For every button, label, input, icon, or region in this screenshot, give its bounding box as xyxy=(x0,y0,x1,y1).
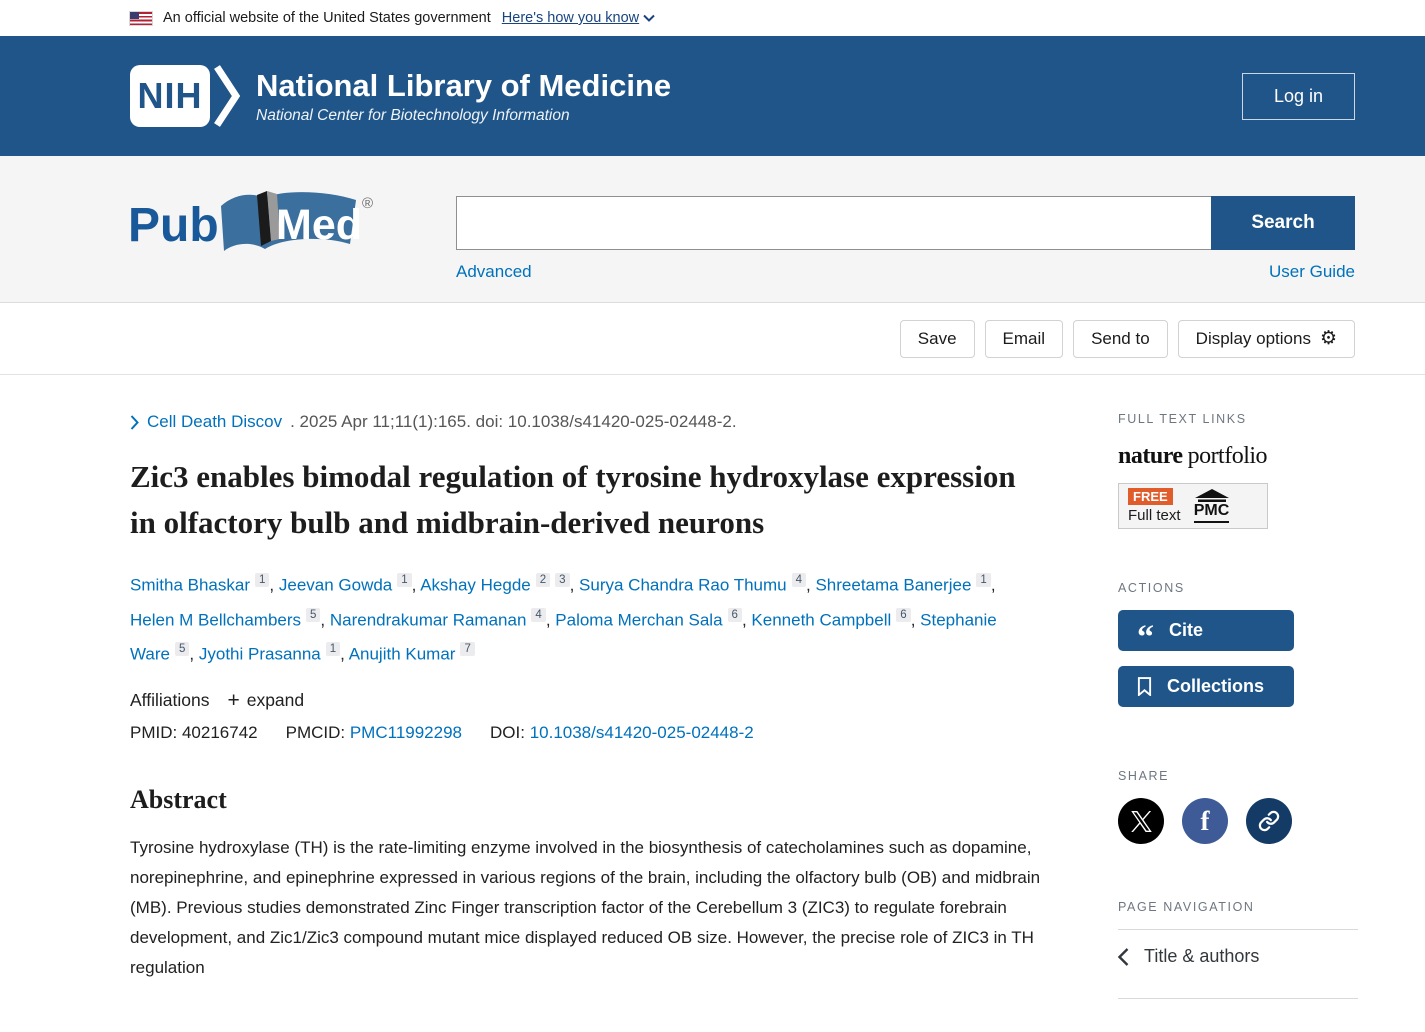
expand-affiliations-button[interactable] xyxy=(227,690,304,711)
pmcid-link[interactable]: PMC11992298 xyxy=(349,722,462,742)
article-sidebar xyxy=(1118,412,1358,999)
gov-banner-text: An official website of the United States government xyxy=(163,10,491,26)
author-separator: , xyxy=(269,575,279,595)
article-main xyxy=(130,412,1045,999)
permalink-icon xyxy=(1258,810,1280,832)
full-text-links-label: FULL TEXT LINKS xyxy=(1118,412,1247,426)
display-options-label: Display options xyxy=(1195,328,1311,348)
affiliation-number-badge[interactable]: 2 xyxy=(536,573,550,587)
share-row xyxy=(1118,798,1358,844)
pmc-free-full-text-link[interactable] xyxy=(1118,483,1268,529)
user-guide-link[interactable]: User Guide xyxy=(1269,262,1355,281)
author-separator: , xyxy=(990,575,996,595)
advanced-link[interactable]: Advanced xyxy=(456,262,532,281)
doi-label: DOI: xyxy=(490,722,525,742)
nih-logo[interactable] xyxy=(130,65,240,127)
nature-logo-word1: nature xyxy=(1118,443,1183,469)
us-flag-icon xyxy=(130,12,152,25)
pmcid-label: PMCID: xyxy=(285,722,346,742)
nature-logo-word2: portfolio xyxy=(1187,443,1268,469)
share-permalink-button[interactable] xyxy=(1246,798,1292,844)
nlm-header xyxy=(0,36,1425,156)
share-label: SHARE xyxy=(1118,769,1170,783)
affiliation-number-badge[interactable]: 7 xyxy=(460,642,474,656)
share-x-button[interactable] xyxy=(1118,798,1164,844)
nih-arrow-icon xyxy=(214,65,240,127)
email-button[interactable]: Email xyxy=(985,320,1064,358)
how-you-know-link[interactable] xyxy=(502,10,655,26)
action-toolbar xyxy=(0,303,1425,375)
affiliations-row xyxy=(130,690,1045,711)
doi-group xyxy=(490,723,754,743)
search-button[interactable]: Search xyxy=(1211,196,1355,250)
pmc-temple-icon xyxy=(1194,489,1230,502)
affiliation-number-badge[interactable]: 5 xyxy=(306,608,320,622)
gov-banner xyxy=(0,0,1425,36)
author-link[interactable]: Stephanie Ware xyxy=(130,610,997,664)
author-link[interactable]: Surya Chandra Rao Thumu xyxy=(579,575,787,595)
bookmark-icon xyxy=(1137,677,1152,696)
login-button[interactable]: Log in xyxy=(1242,73,1355,120)
author-link[interactable]: Jyothi Prasanna xyxy=(198,644,321,664)
author-link[interactable]: Anujith Kumar xyxy=(348,644,456,664)
author-separator: , xyxy=(545,610,556,630)
display-options-button[interactable] xyxy=(1178,320,1355,358)
author-link[interactable]: Narendrakumar Ramanan xyxy=(329,610,527,630)
full-text-label: Full text xyxy=(1128,507,1181,524)
org-titles xyxy=(256,68,671,125)
pmc-label: PMC xyxy=(1194,502,1230,522)
pubmed-logo-graphic xyxy=(128,190,380,258)
page-content xyxy=(0,375,1425,999)
authors-list xyxy=(130,566,1035,670)
identifiers-row xyxy=(130,723,1045,743)
search-form xyxy=(456,196,1355,250)
pmc-logo xyxy=(1194,489,1230,522)
author-link[interactable]: Akshay Hegde xyxy=(420,575,531,595)
expand-label: expand xyxy=(246,689,305,710)
collections-label: Collections xyxy=(1167,676,1265,696)
chevron-down-icon xyxy=(643,14,655,22)
citation-details: . 2025 Apr 11;11(1):165. doi: 10.1038/s41420-025-02448-2. xyxy=(290,412,737,431)
free-badge: FREE xyxy=(1128,488,1173,505)
author-separator: , xyxy=(189,644,199,664)
affiliation-number-badge[interactable]: 6 xyxy=(728,608,742,622)
search-input[interactable] xyxy=(456,196,1211,250)
journal-citation xyxy=(130,412,1045,432)
author-link[interactable]: Helen M Bellchambers xyxy=(130,610,302,630)
author-link[interactable]: Shreetama Banerjee xyxy=(815,575,972,595)
affiliation-number-badge[interactable]: 6 xyxy=(896,608,910,622)
chevron-right-icon xyxy=(130,415,139,430)
author-link[interactable]: Smitha Bhaskar xyxy=(130,575,250,595)
send-to-button[interactable]: Send to xyxy=(1073,320,1168,358)
author-separator: , xyxy=(741,610,752,630)
page-navigation-label: PAGE NAVIGATION xyxy=(1118,900,1255,914)
nih-acronym: NIH xyxy=(130,65,210,127)
cite-button[interactable]: “ Cite xyxy=(1118,610,1294,651)
org-name: National Library of Medicine xyxy=(256,67,672,103)
collections-button[interactable] xyxy=(1118,666,1294,707)
gear-icon: ⚙ xyxy=(1319,327,1337,349)
pmid-value: 40216742 xyxy=(181,722,258,742)
article-title: Zic3 enables bimodal regulation of tyrosine hydroxylase expression in olfactory bulb and midbrain-derived neurons xyxy=(130,459,1016,540)
org-subtitle: National Center for Biotechnology Information xyxy=(256,106,570,124)
affiliations-label: Affiliations xyxy=(130,689,210,710)
abstract-text: Tyrosine hydroxylase (TH) is the rate-limiting enzyme involved in the biosynthesis of catecholamines such as dopamine, norepinephrine, and epinephrine expressed in various regions of the brain, including the olfactory bulb (OB) and midbrain (MB). Previous studies demonstrated Zinc Finger transcription factor of the Cerebellum 3 (ZIC3) to regulate forebrain development, and Zic1/Zic3 compound mutant mice displayed reduced OB size. However, the precise role of ZIC3 in TH regulation xyxy=(130,837,1041,977)
author-separator: , xyxy=(320,610,330,630)
nav-item-label: Title & authors xyxy=(1144,946,1260,966)
share-facebook-button[interactable] xyxy=(1182,798,1228,844)
svg-text:Med: Med xyxy=(276,201,362,249)
nav-divider-bottom xyxy=(1118,998,1358,999)
author-link[interactable]: Kenneth Campbell xyxy=(751,610,892,630)
x-twitter-icon xyxy=(1131,811,1152,832)
how-you-know-label: Here's how you know xyxy=(501,10,640,26)
affiliation-number-badge[interactable]: 1 xyxy=(326,642,340,656)
journal-link[interactable]: Cell Death Discov xyxy=(147,412,283,431)
affiliation-number-badge[interactable]: 1 xyxy=(976,573,990,587)
affiliation-number-badge[interactable]: 1 xyxy=(255,573,269,587)
author-link[interactable]: Jeevan Gowda xyxy=(278,575,393,595)
author-separator: , xyxy=(569,575,580,595)
author-separator: , xyxy=(806,575,816,595)
pmcid-group xyxy=(286,723,462,743)
doi-link[interactable]: 10.1038/s41420-025-02448-2 xyxy=(529,722,754,742)
affiliation-number-badge[interactable]: 4 xyxy=(531,608,545,622)
save-button[interactable]: Save xyxy=(900,320,975,358)
affiliation-number-badge[interactable]: 5 xyxy=(175,642,189,656)
facebook-icon: f xyxy=(1200,805,1210,836)
nav-item-title-authors[interactable] xyxy=(1118,930,1358,983)
abstract-heading: Abstract xyxy=(130,784,227,814)
chevron-left-icon xyxy=(1118,948,1129,966)
pmid-group xyxy=(130,723,258,743)
author-separator: , xyxy=(340,644,349,664)
cite-label: Cite xyxy=(1169,620,1204,640)
free-full-text-column xyxy=(1128,488,1181,524)
affiliation-number-badge[interactable]: 3 xyxy=(555,573,569,587)
actions-label: ACTIONS xyxy=(1118,581,1185,595)
svg-text:Pub: Pub xyxy=(128,199,219,252)
affiliation-number-badge[interactable]: 1 xyxy=(397,573,411,587)
affiliation-number-badge[interactable]: 4 xyxy=(792,573,806,587)
search-section xyxy=(0,156,1425,303)
pubmed-logo[interactable] xyxy=(128,190,380,263)
nature-portfolio-link[interactable] xyxy=(1118,443,1358,470)
plus-icon: + xyxy=(227,688,240,712)
pmid-label: PMID: xyxy=(130,722,178,742)
author-separator: , xyxy=(411,575,421,595)
svg-text:®: ® xyxy=(362,195,374,212)
author-link[interactable]: Paloma Merchan Sala xyxy=(555,610,723,630)
author-separator: , xyxy=(910,610,921,630)
